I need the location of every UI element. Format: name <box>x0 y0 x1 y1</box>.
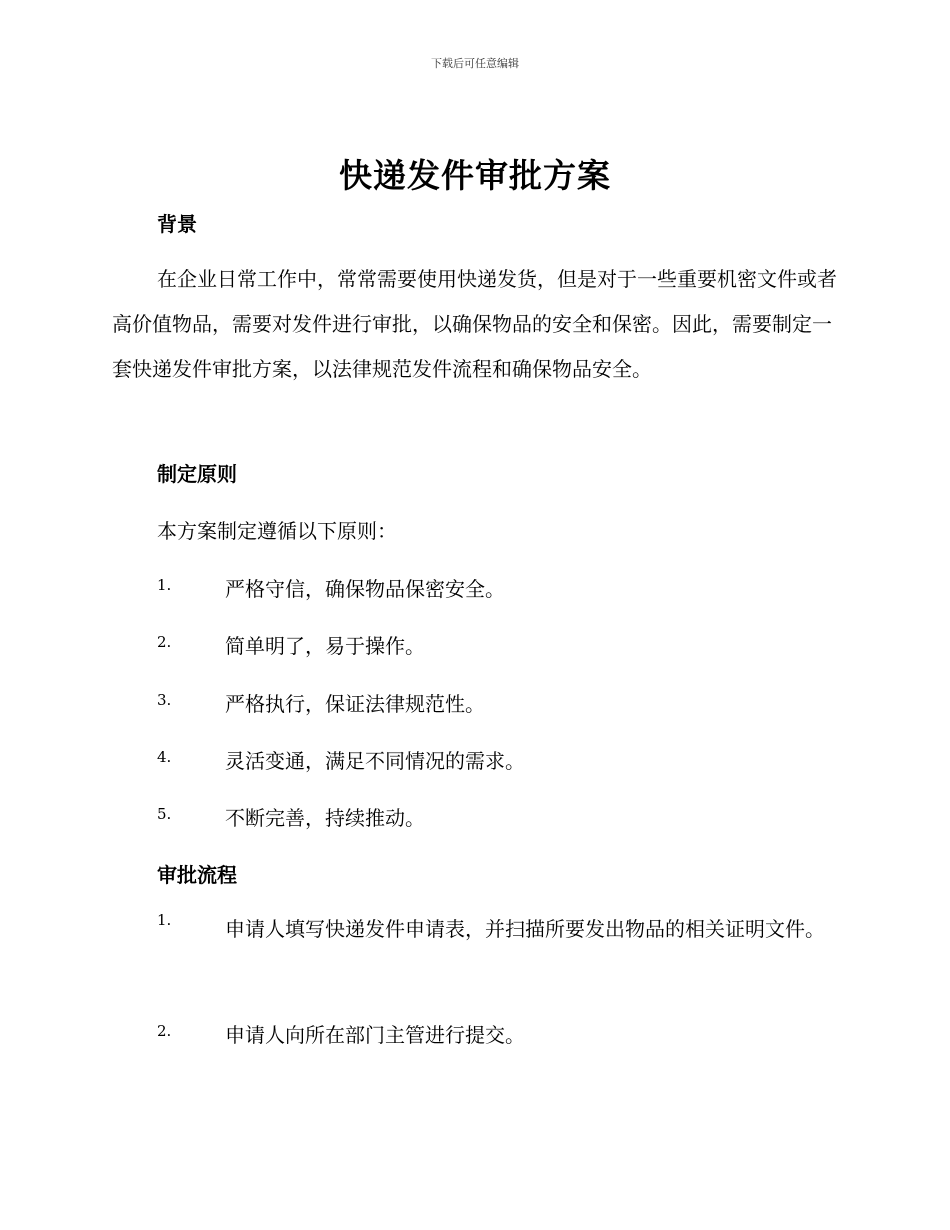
document-title: 快递发件审批方案 <box>339 156 611 195</box>
background-text: 在企业日常工作中，常常需要使用快递发货，但是对于一些重要机密文件或者高价值物品，需要对发件进行审批，以确保物品的安全和保密。因此，需要制定一套快递发件审批方案，以法律规范发件流程和确保物品安全。 <box>112 267 837 381</box>
section-heading-background: 背景 <box>157 212 197 236</box>
section-heading-process: 审批流程 <box>157 863 237 887</box>
list-number: 1. <box>157 576 172 594</box>
list-number: 2. <box>157 1022 172 1040</box>
list-number: 2. <box>157 633 172 651</box>
list-text: 灵活变通，满足不同情况的需求。 <box>225 749 525 773</box>
list-text: 申请人向所在部门主管进行提交。 <box>225 1023 525 1047</box>
background-paragraph <box>112 257 837 392</box>
header-note: 下载后可任意编辑 <box>431 57 519 70</box>
list-number: 5. <box>157 805 172 823</box>
list-text: 简单明了，易于操作。 <box>225 634 425 658</box>
list-number: 1. <box>157 911 172 929</box>
list-text: 不断完善，持续推动。 <box>225 806 425 830</box>
list-text: 严格执行，保证法律规范性。 <box>225 692 485 716</box>
principles-intro: 本方案制定遵循以下原则： <box>157 519 397 543</box>
list-number: 3. <box>157 691 172 709</box>
section-heading-principles: 制定原则 <box>157 462 237 486</box>
list-item <box>112 907 837 952</box>
list-text: 申请人填写快递发件申请表，并扫描所要发出物品的相关证明文件。 <box>225 917 825 941</box>
list-number: 4. <box>157 748 172 766</box>
list-text: 严格守信，确保物品保密安全。 <box>225 577 505 601</box>
